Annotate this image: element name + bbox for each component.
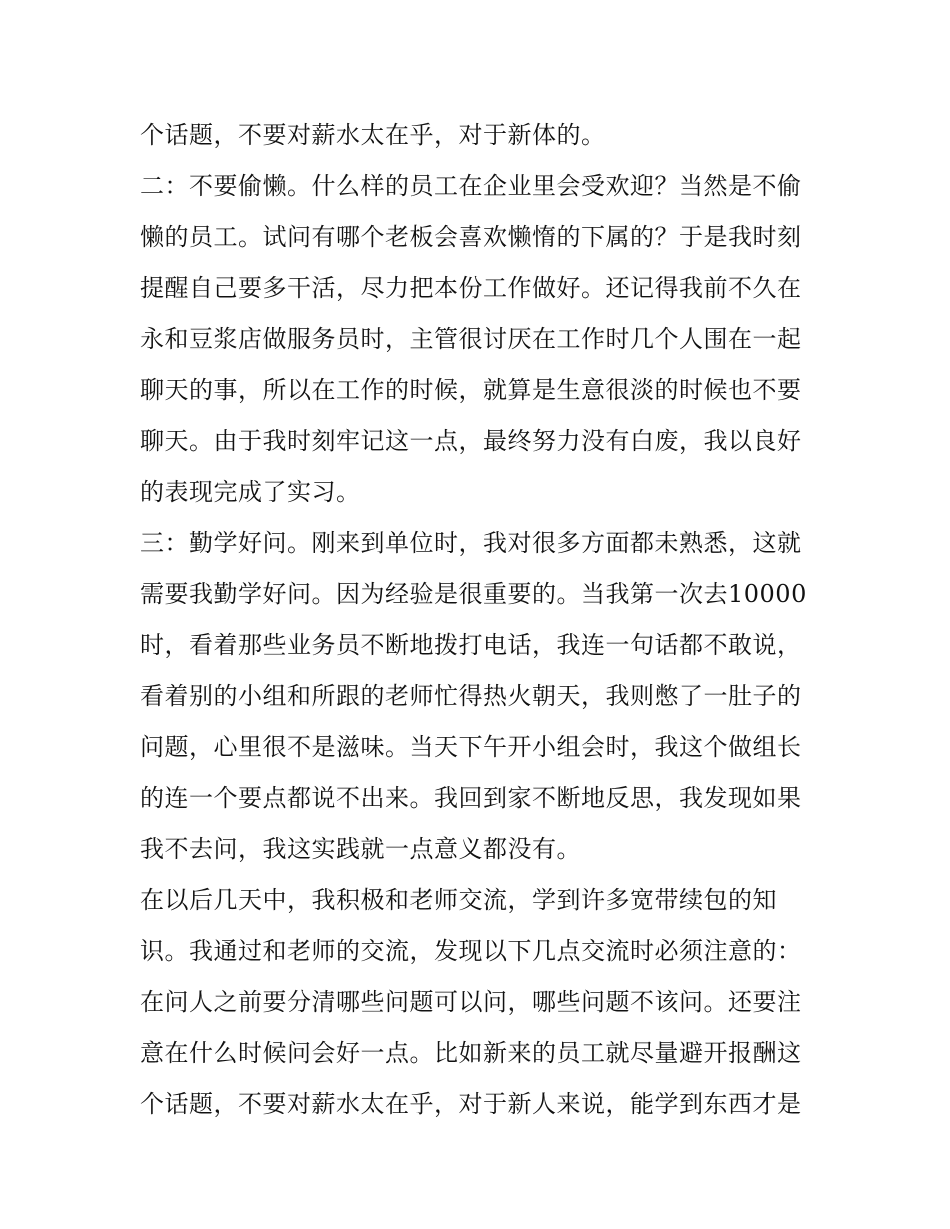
text-line-13: 问题，心里很不是滋味。当天下午开小组会时，我这个做组长 <box>140 733 802 761</box>
text-line-14: 的连一个要点都说不出来。我回到家不断地反思，我发现如果 <box>140 784 802 812</box>
text-line-2: 二：不要偷懒。什么样的员工在企业里会受欢迎？当然是不偷 <box>140 172 802 200</box>
text-line-15: 我不去问，我这实践就一点意义都没有。 <box>140 835 581 863</box>
text-line-11: 时，看着那些业务员不断地拨打电话，我连一句话都不敢说， <box>140 631 802 659</box>
text-line-9: 三：勤学好问。刚来到单位时，我对很多方面都未熟悉，这就 <box>140 529 802 557</box>
text-line-3: 懒的员工。试问有哪个老板会喜欢懒惰的下属的？于是我时刻 <box>140 223 802 251</box>
text-line-7: 聊天。由于我时刻牢记这一点，最终努力没有白废，我以良好 <box>140 427 802 455</box>
text-line-4: 提醒自己要多干活，尽力把本份工作做好。还记得我前不久在 <box>140 274 802 302</box>
text-line-5: 永和豆浆店做服务员时，主管很讨厌在工作时几个人围在一起 <box>140 325 802 353</box>
text-line-17: 识。我通过和老师的交流，发现以下几点交流时必须注意的： <box>140 937 802 965</box>
text-line-18: 在问人之前要分清哪些问题可以问，哪些问题不该问。还要注 <box>140 988 802 1016</box>
text-line-1: 个话题，不要对薪水太在乎，对于新体的。 <box>140 121 606 149</box>
text-line-8: 的表现完成了实习。 <box>140 478 361 506</box>
text-line-16: 在以后几天中，我积极和老师交流，学到许多宽带续包的知 <box>140 886 777 914</box>
text-line-10: 需要我勤学好问。因为经验是很重要的。当我第一次去10000 <box>140 580 807 608</box>
text-line-19: 意在什么时候问会好一点。比如新来的员工就尽量避开报酬这 <box>140 1039 802 1067</box>
text-line-20: 个话题，不要对薪水太在乎，对于新人来说，能学到东西才是 <box>140 1090 802 1118</box>
text-line-12: 看着别的小组和所跟的老师忙得热火朝天，我则憋了一肚子的 <box>140 682 802 710</box>
body-text <box>140 110 820 1130</box>
text-line-6: 聊天的事，所以在工作的时候，就算是生意很淡的时候也不要 <box>140 376 802 404</box>
